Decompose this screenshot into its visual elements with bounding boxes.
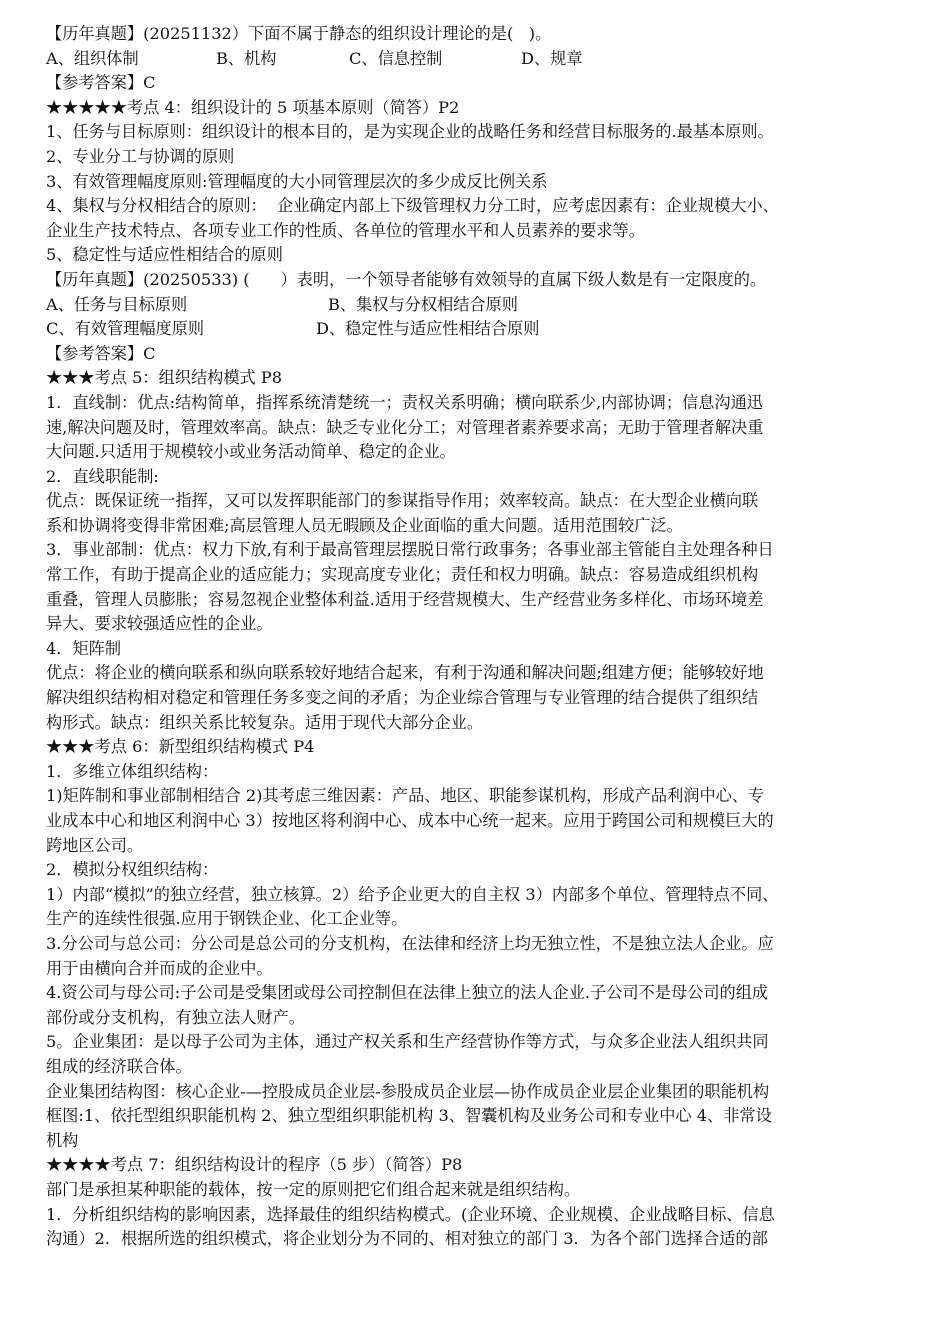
text-line: 5。企业集团：是以母子公司为主体，通过产权关系和生产经营协作等方式，与众多企业法人组织共同 <box>46 1032 769 1052</box>
question-2-options-row-2 <box>46 317 924 342</box>
text-line: 大问题.只适用于规模较小或业务活动简单、稳定的企业。 <box>46 442 456 462</box>
text-line: 4、集权与分权相结合的原则： 企业确定内部上下级管理权力分工时，应考虑因素有：企业规模大小、 <box>46 196 779 216</box>
question-1: 【历年真题】(20251132）下面不属于静态的组织设计理论的是( )。 <box>46 24 552 43</box>
text-line: 2、专业分工与协调的原则 <box>46 146 235 166</box>
text-line: 构形式。缺点：组织关系比较复杂。适用于现代大部分企业。 <box>46 712 484 732</box>
option-b: B、集权与分权相结合原则 <box>328 294 518 314</box>
text-line: 沟通）2．根据所选的组织模式，将企业划分为不同的、相对独立的部门 3．为各个部门选择合适的部 <box>46 1229 768 1249</box>
text-line: 跨地区公司。 <box>46 835 144 855</box>
text-line: 优点：将企业的横向联系和纵向联系较好地结合起来，有利于沟通和解决问题;组建方便；能够较好地 <box>46 663 764 683</box>
text-line: 4．矩阵制 <box>46 638 122 658</box>
section-heading: 部门是承担某种职能的载体，按一定的原则把它们组合起来就是组织结构。 <box>46 1179 581 1199</box>
option-a: A、组织体制 <box>46 48 139 68</box>
section-heading: ★★★★★考点 4：组织设计的 5 项基本原则（简答）P2 <box>46 97 460 117</box>
question-2-options-row-1 <box>46 293 924 318</box>
text-line: 常工作，有助于提高企业的适应能力；实现高度专业化；责任和权力明确。缺点：容易造成组织机构 <box>46 565 759 585</box>
text-line: 组成的经济联合体。 <box>46 1056 192 1076</box>
text-line: 企业生产技术特点、各项专业工作的性质、各单位的管理水平和人员素养的要求等。 <box>46 220 645 240</box>
text-line: ★★★★考点 7：组织结构设计的程序（5 步）（简答）P8 <box>46 1155 463 1175</box>
text-line: 重叠，管理人员膨胀；容易忽视企业整体利益.适用于经营规模大、生产经营业务多样化、市场环境差 <box>46 589 764 609</box>
option-d: D、规章 <box>521 48 583 68</box>
option-b: B、机构 <box>216 48 277 68</box>
question-2: 【历年真题】(20250533) ( ）表明，一个领导者能够有效领导的直属下级人数是有一定限度的。 <box>46 269 767 289</box>
text-line: 机构 <box>46 1130 79 1150</box>
section-heading: ★★★考点 5：组织结构模式 P8 <box>46 368 283 388</box>
text-line: 解决组织结构相对稳定和管理任务多变之间的矛盾；为企业综合管理与专业管理的结合提供了组织结 <box>46 688 759 708</box>
text-line: 业成本中心和地区利润中心 3）按地区将利润中心、成本中心统一起来。应用于跨国公司和规模巨大的 <box>46 811 774 830</box>
text-line: 系和协调将变得非常困难;高层管理人员无暇顾及企业面临的重大问题。适用范围较广泛。 <box>46 515 683 535</box>
option-c: C、有效管理幅度原则 <box>46 319 205 339</box>
option-d: D、稳定性与适应性相结合原则 <box>316 319 540 339</box>
text-line: 1．直线制：优点:结构简单，指挥系统清楚统一；责权关系明确；横向联系少,内部协调；信息沟通迅 <box>46 392 763 412</box>
text-line: 1、任务与目标原则：组织设计的根本目的，是为实现企业的战略任务和经营目标服务的.最基本原则。 <box>46 122 774 142</box>
option-c: C、信息控制 <box>349 48 443 68</box>
text-line: 4.资公司与母公司:子公司是受集团或母公司控制但在法律上独立的法人企业.子公司不是母公司的组成 <box>46 983 769 1003</box>
text-line: 1)矩阵制和事业部制相结合 2)其考虑三维因素：产品、地区、职能参谋机构，形成产品利润中心、专 <box>46 786 765 806</box>
text-line: 企业集团结构图：核心企业-—控股成员企业层-参股成员企业层—协作成员企业层企业集团的职能机构 <box>46 1081 770 1101</box>
text-line: 2．直线职能制: <box>46 466 159 486</box>
question-1-options <box>46 47 924 72</box>
section-heading: ★★★考点 6：新型组织结构模式 P4 <box>46 737 315 757</box>
text-line: 部份或分支机构，有独立法人财产。 <box>46 1007 305 1027</box>
text-line: 优点：既保证统一指挥，又可以发挥职能部门的参谋指导作用；效率较高。缺点：在大型企业横向联 <box>46 491 759 511</box>
text-line: 用于由横向合并而成的企业中。 <box>46 958 273 978</box>
text-line: 3、有效管理幅度原则:管理幅度的大小同管理层次的多少成反比例关系 <box>46 171 548 191</box>
text-line: 框图:1、依托型组织职能机构 2、独立型组织职能机构 3、智囊机构及业务公司和专业中心 4、非常设 <box>46 1106 772 1126</box>
option-a: A、任务与目标原则 <box>46 294 188 314</box>
text-line: 速,解决问题及时，管理效率高。缺点：缺乏专业化分工；对管理者素养要求高；无助于管理者解决重 <box>46 417 764 437</box>
text-line: 1）内部“模拟”的独立经营，独立核算。2）给予企业更大的自主权 3）内部多个单位、管理特点不同、 <box>46 884 779 904</box>
text-line: 生产的连续性很强.应用于钢铁企业、化工企业等。 <box>46 909 408 929</box>
answer-1: 【参考答案】C <box>46 73 156 93</box>
text-line: 异大、要求较强适应性的企业。 <box>46 614 273 634</box>
text-line: 2．模拟分权组织结构： <box>46 860 219 880</box>
text-line: 5、稳定性与适应性相结合的原则 <box>46 245 283 265</box>
text-line: 1．多维立体组织结构： <box>46 761 219 781</box>
text-line: 1．分析组织结构的影响因素，选择最佳的组织结构模式。(企业环境、企业规模、企业战略目标、信息 <box>46 1204 775 1224</box>
answer-2: 【参考答案】C <box>46 343 156 363</box>
text-line: 3．事业部制：优点：权力下放,有利于最高管理层摆脱日常行政事务；各事业部主管能自主处理各种日 <box>46 540 774 560</box>
text-line: 3.分公司与总公司：分公司是总公司的分支机构，在法律和经济上均无独立性，不是独立法人企业。应 <box>46 933 774 953</box>
